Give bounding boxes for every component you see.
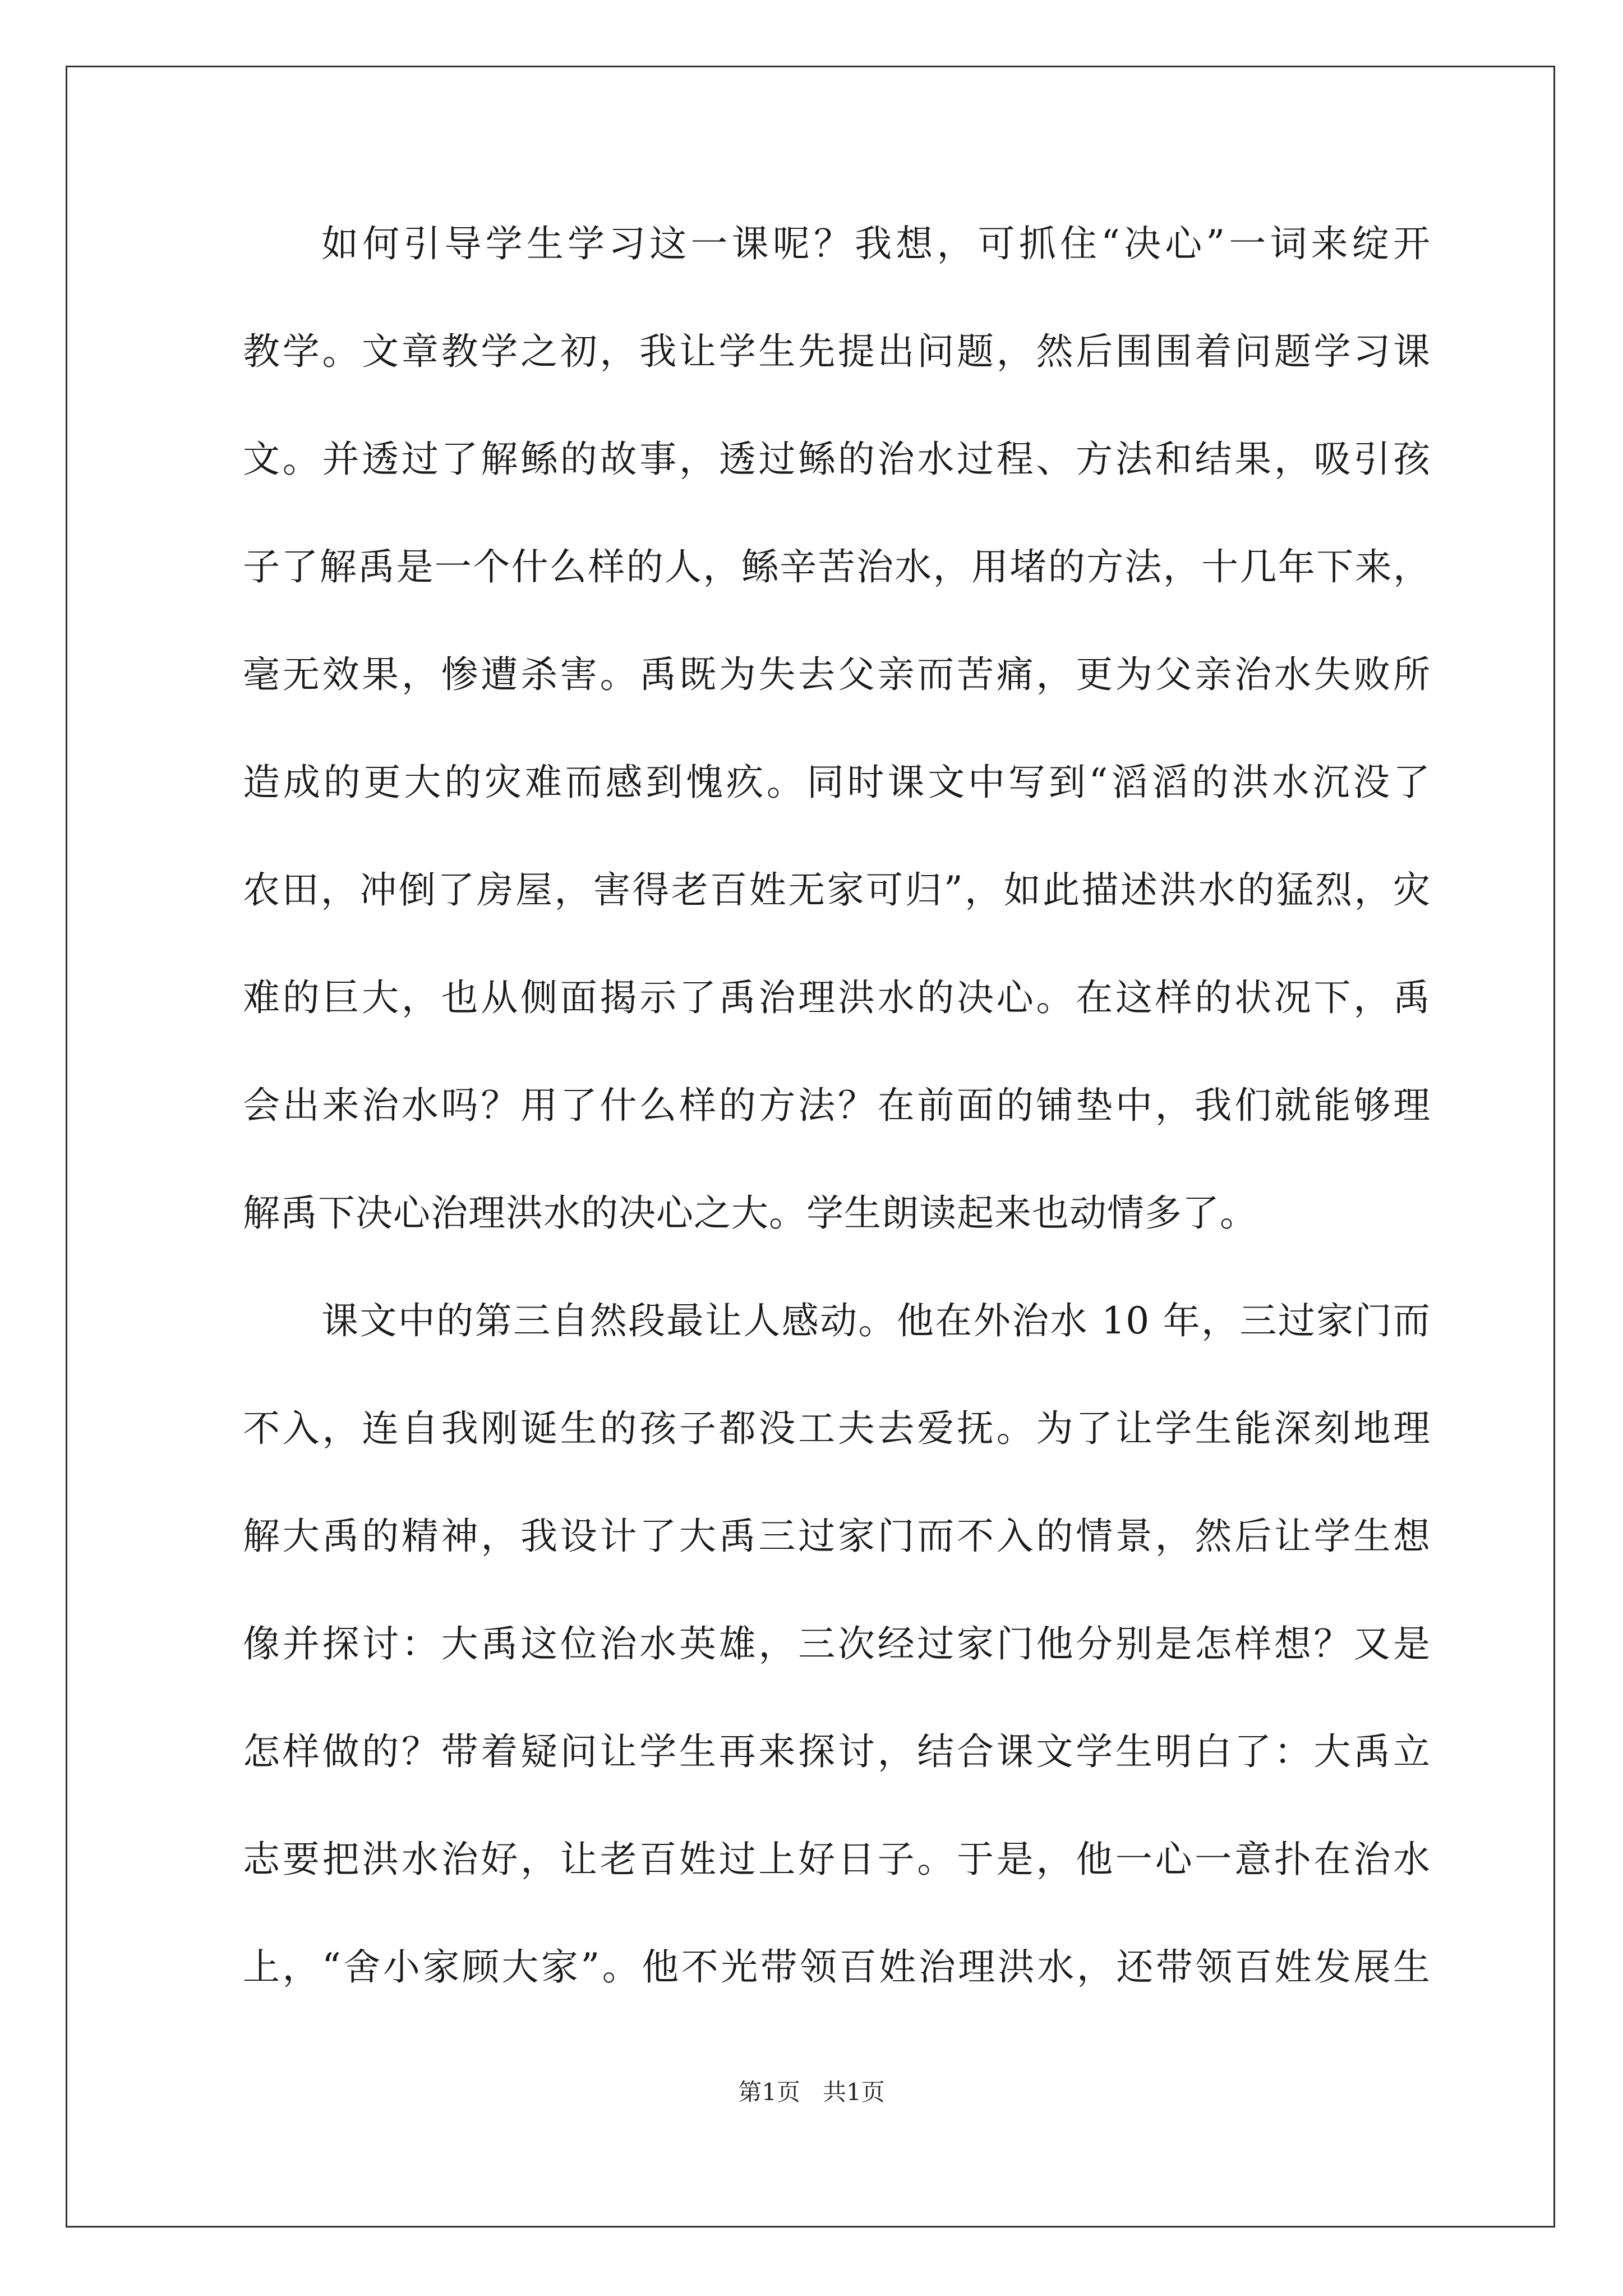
paragraph-line: 教学。文章教学之初，我让学生先提出问题，然后围围着问题学习课 xyxy=(243,330,1431,373)
paragraph-line: 上，“舍小家顾大家”。他不光带领百姓治理洪水，还带领百姓发展生 xyxy=(243,1945,1431,1989)
paragraph-line: 子了解禹是一个什么样的人，鲧辛苦治水，用堵的方法，十几年下来， xyxy=(243,545,1431,588)
document-body xyxy=(243,213,1431,2044)
paragraph-line: 像并探讨：大禹这位治水英雄，三次经过家门他分别是怎样想？又是 xyxy=(243,1622,1431,1665)
paragraph-line: 不入，连自我刚诞生的孩子都没工夫去爱抚。为了让学生能深刻地理 xyxy=(243,1407,1431,1450)
paragraph-line: 难的巨大，也从侧面揭示了禹治理洪水的决心。在这样的状况下，禹 xyxy=(243,976,1431,1019)
paragraph-line: 文。并透过了解鲧的故事，透过鲧的治水过程、方法和结果，吸引孩 xyxy=(243,438,1431,481)
paragraph-line: 怎样做的？带着疑问让学生再来探讨，结合课文学生明白了：大禹立 xyxy=(243,1730,1431,1773)
paragraph-line: 解大禹的精神，我设计了大禹三过家门而不入的情景，然后让学生想 xyxy=(243,1515,1431,1558)
paragraph-line: 会出来治水吗？用了什么样的方法？在前面的铺垫中，我们就能够理 xyxy=(243,1084,1431,1127)
paragraph-line: 造成的更大的灾难而感到愧疚。同时课文中写到“滔滔的洪水沉没了 xyxy=(243,761,1431,804)
paragraph-line: 解禹下决心治理洪水的决心之大。学生朗读起来也动情多了。 xyxy=(243,1191,1257,1235)
paragraph-line: 课文中的第三自然段最让人感动。他在外治水 10 年，三过家门而 xyxy=(321,1299,1431,1342)
paragraph-line: 志要把洪水治好，让老百姓过上好日子。于是，他一心一意扑在治水 xyxy=(243,1838,1431,1881)
paragraph-line: 毫无效果，惨遭杀害。禹既为失去父亲而苦痛，更为父亲治水失败所 xyxy=(243,653,1431,696)
page-footer: 第1页 共1页 xyxy=(738,2078,885,2106)
paragraph-line: 如何引导学生学习这一课呢？我想，可抓住“决心”一词来绽开 xyxy=(321,222,1431,265)
paragraph-line: 农田，冲倒了房屋，害得老百姓无家可归”，如此描述洪水的猛烈，灾 xyxy=(243,868,1431,912)
